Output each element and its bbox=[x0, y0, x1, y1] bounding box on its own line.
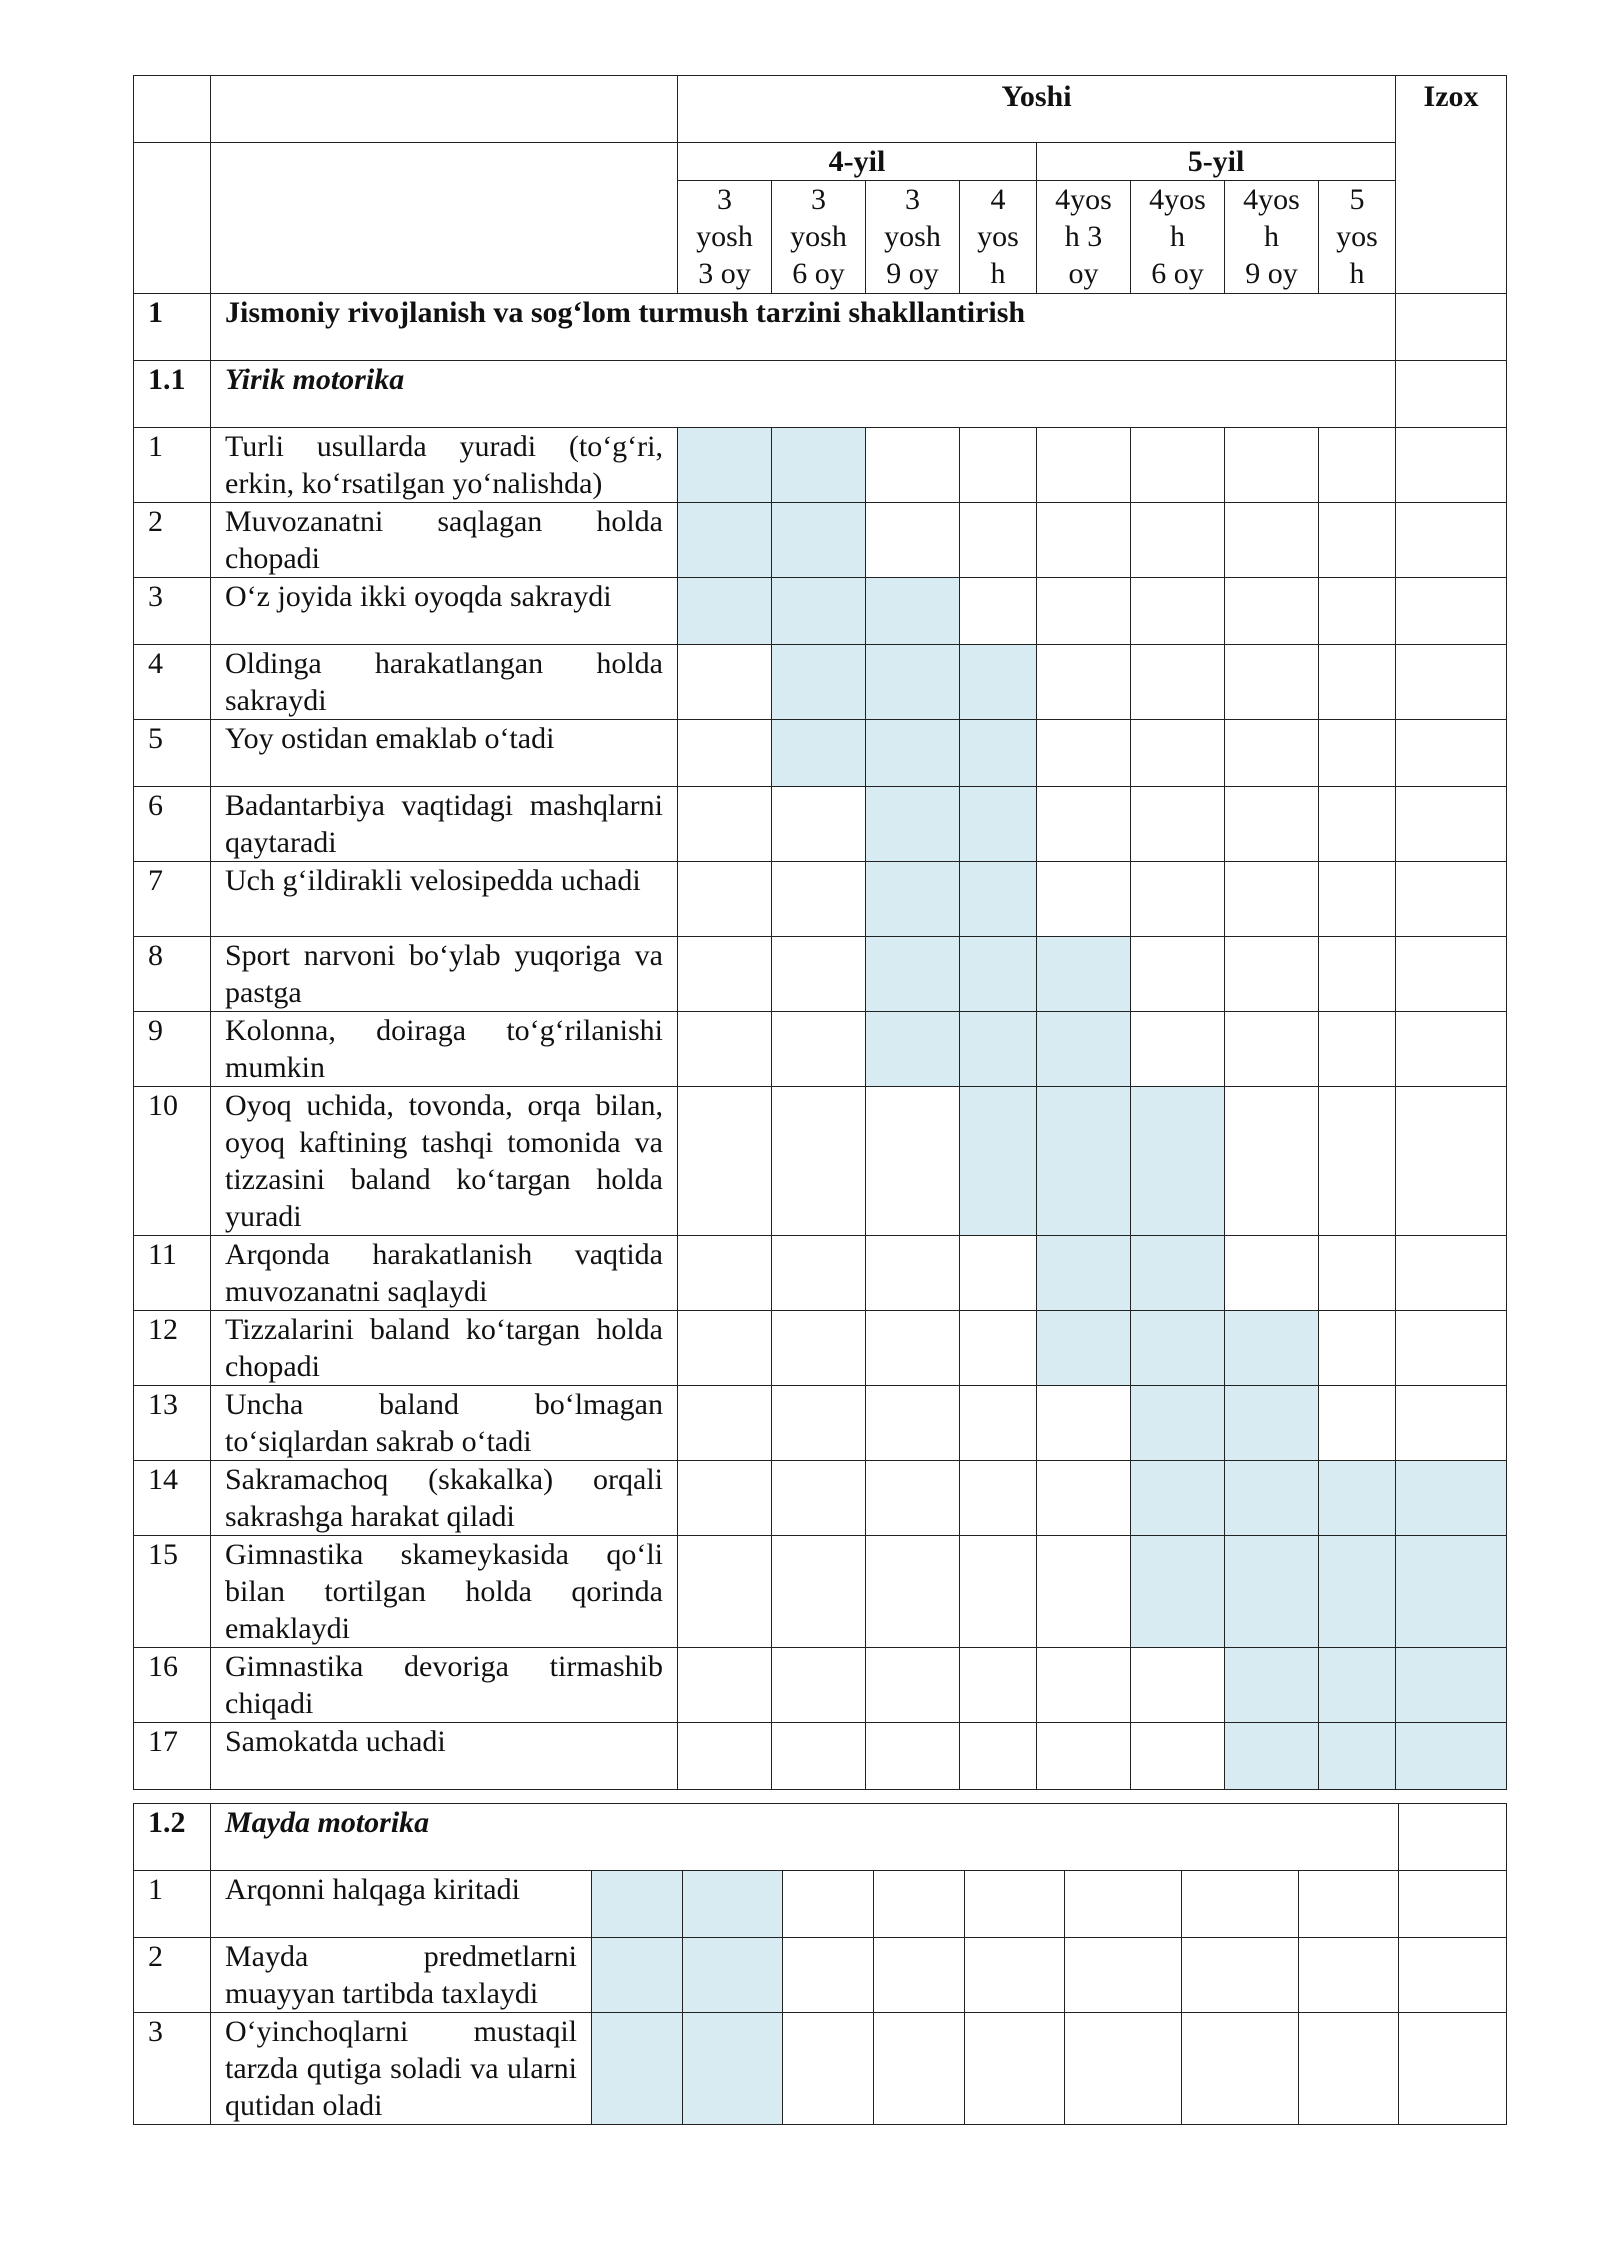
age-cell-marked bbox=[1225, 1386, 1319, 1461]
age-cell bbox=[772, 1087, 866, 1236]
age-cell-marked bbox=[1225, 1648, 1319, 1723]
age-cell bbox=[1065, 1871, 1182, 1938]
age-column-header bbox=[678, 181, 772, 294]
age-cell bbox=[1225, 787, 1319, 862]
row-number: 5 bbox=[134, 720, 211, 787]
age-cell bbox=[1037, 1461, 1131, 1536]
skill-description: O‘z joyida ikki oyoqda sakraydi bbox=[211, 578, 678, 645]
age-cell bbox=[772, 787, 866, 862]
age-cell bbox=[678, 1012, 772, 1087]
table-row bbox=[134, 1723, 1507, 1790]
age-column-line: yos bbox=[977, 220, 1019, 253]
age-column-line: yosh bbox=[790, 220, 847, 253]
age-cell-marked bbox=[683, 2013, 783, 2125]
skill-description: Kolonna, doiraga to‘g‘rilanishi mumkin bbox=[211, 1012, 678, 1087]
age-cell-marked bbox=[866, 645, 960, 720]
table-row bbox=[134, 862, 1507, 937]
age-cell bbox=[783, 2013, 874, 2125]
age-cell-marked bbox=[960, 937, 1037, 1012]
age-cell bbox=[678, 720, 772, 787]
age-cell-marked bbox=[1131, 1536, 1225, 1648]
note-cell bbox=[1399, 2013, 1507, 2125]
table-row bbox=[134, 787, 1507, 862]
age-cell bbox=[960, 1536, 1037, 1648]
age-cell-marked bbox=[866, 720, 960, 787]
note-cell bbox=[1396, 1386, 1507, 1461]
age-column-line: 6 oy bbox=[792, 257, 845, 290]
section-row bbox=[134, 294, 1507, 361]
age-column-line: 3 oy bbox=[698, 257, 751, 290]
age-cell-marked bbox=[772, 645, 866, 720]
row-number: 7 bbox=[134, 862, 211, 937]
subsection-title: Yirik motorika bbox=[211, 361, 1396, 428]
age-column-line: 4 bbox=[990, 183, 1006, 216]
age-cell bbox=[1131, 645, 1225, 720]
age-cell bbox=[960, 1236, 1037, 1311]
age-cell bbox=[866, 1087, 960, 1236]
age-cell bbox=[678, 1461, 772, 1536]
age-cell bbox=[960, 1648, 1037, 1723]
age-column-line: 9 oy bbox=[1245, 257, 1298, 290]
age-cell-marked bbox=[960, 1012, 1037, 1087]
age-column-line: 4yos bbox=[1149, 183, 1206, 216]
table-row bbox=[134, 1938, 1507, 2013]
age-cell bbox=[678, 1087, 772, 1236]
age-cell bbox=[772, 1236, 866, 1311]
note-cell bbox=[1396, 1087, 1507, 1236]
age-column-line: 3 bbox=[905, 183, 920, 216]
age-cell bbox=[1131, 578, 1225, 645]
age-cell-marked bbox=[772, 720, 866, 787]
age-column-line: 9 oy bbox=[886, 257, 939, 290]
table-row bbox=[134, 1386, 1507, 1461]
age-column-header bbox=[1319, 181, 1396, 294]
age-cell bbox=[1225, 428, 1319, 503]
age-cell-marked bbox=[1037, 1236, 1131, 1311]
skill-description: Muvozanatni saqlagan holda chopadi bbox=[211, 503, 678, 578]
row-number: 1 bbox=[134, 1871, 211, 1938]
year-4-header: 4-yil bbox=[678, 143, 1037, 181]
subsection-number: 1.1 bbox=[134, 361, 211, 428]
age-column-header bbox=[1225, 181, 1319, 294]
age-cell-marked bbox=[866, 578, 960, 645]
age-cell bbox=[960, 1311, 1037, 1386]
age-column-line: yos bbox=[1336, 220, 1378, 253]
age-cell-marked bbox=[1225, 1536, 1319, 1648]
age-cell bbox=[960, 503, 1037, 578]
subsection-number: 1.2 bbox=[134, 1804, 211, 1871]
age-cell bbox=[1319, 503, 1396, 578]
age-cell bbox=[678, 1536, 772, 1648]
note-cell bbox=[1396, 1461, 1507, 1536]
age-cell bbox=[866, 1386, 960, 1461]
table-row bbox=[134, 1648, 1507, 1723]
age-cell bbox=[1319, 862, 1396, 937]
age-cell bbox=[1037, 645, 1131, 720]
age-cell bbox=[1299, 2013, 1399, 2125]
age-cell-marked bbox=[678, 428, 772, 503]
age-cell bbox=[772, 1536, 866, 1648]
age-cell bbox=[1182, 1938, 1299, 2013]
age-cell bbox=[1037, 1536, 1131, 1648]
age-cell bbox=[678, 1648, 772, 1723]
skill-description: Oldinga harakatlangan holda sakraydi bbox=[211, 645, 678, 720]
age-header: Yoshi bbox=[678, 76, 1396, 143]
row-number: 3 bbox=[134, 2013, 211, 2125]
age-cell bbox=[960, 1723, 1037, 1790]
age-cell-marked bbox=[1131, 1236, 1225, 1311]
age-column-line: h bbox=[1349, 257, 1365, 290]
age-column-line: 3 bbox=[717, 183, 732, 216]
note-cell bbox=[1396, 1723, 1507, 1790]
row-number: 2 bbox=[134, 503, 211, 578]
subsection-row bbox=[134, 1804, 1507, 1871]
note-cell bbox=[1396, 1236, 1507, 1311]
age-cell bbox=[772, 1386, 866, 1461]
age-cell bbox=[772, 862, 866, 937]
note-cell bbox=[1396, 503, 1507, 578]
age-cell-marked bbox=[683, 1871, 783, 1938]
age-cell bbox=[678, 787, 772, 862]
skill-description: Turli usullarda yuradi (to‘g‘ri, erkin, ko‘rsatilgan yo‘nalishda) bbox=[211, 428, 678, 503]
age-cell bbox=[1037, 787, 1131, 862]
table-row bbox=[134, 645, 1507, 720]
age-cell bbox=[1319, 1012, 1396, 1087]
table-row bbox=[134, 1871, 1507, 1938]
note-cell bbox=[1396, 1648, 1507, 1723]
age-cell bbox=[1131, 1012, 1225, 1087]
age-column-line: 4yos bbox=[1055, 183, 1112, 216]
age-cell bbox=[866, 1236, 960, 1311]
year-5-header: 5-yil bbox=[1037, 143, 1396, 181]
age-cell bbox=[866, 1648, 960, 1723]
age-cell bbox=[1182, 1871, 1299, 1938]
age-cell bbox=[1319, 578, 1396, 645]
age-cell bbox=[965, 2013, 1065, 2125]
age-cell-marked bbox=[960, 862, 1037, 937]
age-cell bbox=[1065, 2013, 1182, 2125]
table-row bbox=[134, 1012, 1507, 1087]
age-cell-marked bbox=[1319, 1461, 1396, 1536]
skill-description: Yoy ostidan emaklab o‘tadi bbox=[211, 720, 678, 787]
row-number: 6 bbox=[134, 787, 211, 862]
age-cell bbox=[960, 1386, 1037, 1461]
age-cell-marked bbox=[866, 1012, 960, 1087]
age-cell bbox=[783, 1938, 874, 2013]
skill-description: Sakramachoq (skakalka) orqali sakrashga harakat qiladi bbox=[211, 1461, 678, 1536]
age-column-header bbox=[1037, 181, 1131, 294]
subsection-title: Mayda motorika bbox=[211, 1804, 1399, 1871]
age-cell bbox=[772, 937, 866, 1012]
table-row bbox=[134, 1536, 1507, 1648]
age-cell bbox=[1131, 787, 1225, 862]
age-cell-marked bbox=[960, 1087, 1037, 1236]
age-cell-marked bbox=[592, 1938, 683, 2013]
row-number: 8 bbox=[134, 937, 211, 1012]
age-column-line: h 3 bbox=[1064, 220, 1103, 253]
note-cell bbox=[1396, 1536, 1507, 1648]
age-column-line: yosh bbox=[884, 220, 941, 253]
age-cell bbox=[1225, 1236, 1319, 1311]
age-cell-marked bbox=[1319, 1648, 1396, 1723]
age-cell bbox=[1065, 1938, 1182, 2013]
age-cell bbox=[678, 1723, 772, 1790]
age-cell bbox=[965, 1938, 1065, 2013]
skill-description: Arqonda harakatlanish vaqtida muvozanatni saqlaydi bbox=[211, 1236, 678, 1311]
fine-motor-table bbox=[133, 1803, 1507, 2125]
row-number: 12 bbox=[134, 1311, 211, 1386]
age-cell bbox=[772, 1461, 866, 1536]
age-cell bbox=[1319, 1311, 1396, 1386]
skill-description: Sport narvoni bo‘ylab yuqoriga va pastga bbox=[211, 937, 678, 1012]
row-number: 14 bbox=[134, 1461, 211, 1536]
section-title: Jismoniy rivojlanish va sog‘lom turmush tarzini shakllantirish bbox=[211, 294, 1396, 361]
skill-description: Oyoq uchida, tovonda, orqa bilan, oyoq kaftining tashqi tomonida va tizzasini baland ko‘targan holda yuradi bbox=[211, 1087, 678, 1236]
age-cell bbox=[1131, 503, 1225, 578]
age-cell bbox=[1225, 503, 1319, 578]
age-cell-marked bbox=[592, 2013, 683, 2125]
age-column-header bbox=[772, 181, 866, 294]
age-cell-marked bbox=[1131, 1311, 1225, 1386]
age-cell bbox=[1225, 862, 1319, 937]
age-cell bbox=[1319, 1087, 1396, 1236]
age-cell bbox=[1319, 787, 1396, 862]
table-row bbox=[134, 2013, 1507, 2125]
age-cell-marked bbox=[772, 428, 866, 503]
age-cell-marked bbox=[1037, 1087, 1131, 1236]
note-cell bbox=[1399, 1938, 1507, 2013]
age-cell-marked bbox=[1037, 937, 1131, 1012]
age-cell bbox=[1131, 1648, 1225, 1723]
age-cell bbox=[1037, 1386, 1131, 1461]
age-cell bbox=[1131, 720, 1225, 787]
age-cell bbox=[783, 1871, 874, 1938]
row-number: 15 bbox=[134, 1536, 211, 1648]
age-column-line: 6 oy bbox=[1151, 257, 1204, 290]
age-cell bbox=[1225, 645, 1319, 720]
age-cell bbox=[866, 1723, 960, 1790]
age-cell bbox=[678, 645, 772, 720]
row-number: 16 bbox=[134, 1648, 211, 1723]
age-cell-marked bbox=[1131, 1461, 1225, 1536]
age-cell bbox=[1319, 645, 1396, 720]
age-cell-marked bbox=[866, 937, 960, 1012]
age-column-header bbox=[960, 181, 1037, 294]
age-column-line: yosh bbox=[696, 220, 753, 253]
age-cell bbox=[1131, 937, 1225, 1012]
age-cell-marked bbox=[772, 578, 866, 645]
table-row bbox=[134, 428, 1507, 503]
age-cell bbox=[1319, 720, 1396, 787]
age-cell-marked bbox=[960, 645, 1037, 720]
age-cell bbox=[866, 428, 960, 503]
age-cell-marked bbox=[866, 787, 960, 862]
age-cell bbox=[960, 428, 1037, 503]
table-row bbox=[134, 1236, 1507, 1311]
row-number: 4 bbox=[134, 645, 211, 720]
row-number: 9 bbox=[134, 1012, 211, 1087]
table-row bbox=[134, 503, 1507, 578]
row-number: 2 bbox=[134, 1938, 211, 2013]
age-cell bbox=[960, 1461, 1037, 1536]
age-column-line: 3 bbox=[811, 183, 826, 216]
table-row bbox=[134, 1311, 1507, 1386]
age-cell bbox=[1037, 503, 1131, 578]
row-number: 11 bbox=[134, 1236, 211, 1311]
skill-description: Badantarbiya vaqtidagi mashqlarni qaytaradi bbox=[211, 787, 678, 862]
note-cell bbox=[1396, 1311, 1507, 1386]
age-cell bbox=[1037, 1648, 1131, 1723]
age-cell-marked bbox=[678, 578, 772, 645]
row-number: 3 bbox=[134, 578, 211, 645]
note-cell bbox=[1396, 720, 1507, 787]
skill-description: Tizzalarini baland ko‘targan holda chopadi bbox=[211, 1311, 678, 1386]
age-cell bbox=[1319, 937, 1396, 1012]
skill-description: Uch g‘ildirakli velosipedda uchadi bbox=[211, 862, 678, 937]
note-cell bbox=[1396, 937, 1507, 1012]
age-cell bbox=[1225, 1012, 1319, 1087]
age-cell-marked bbox=[1131, 1087, 1225, 1236]
age-cell bbox=[1299, 1871, 1399, 1938]
note-cell bbox=[1396, 645, 1507, 720]
age-cell bbox=[866, 503, 960, 578]
row-number: 13 bbox=[134, 1386, 211, 1461]
note-cell bbox=[1396, 1012, 1507, 1087]
age-cell bbox=[1319, 1236, 1396, 1311]
table-row bbox=[134, 1087, 1507, 1236]
note-cell bbox=[1396, 787, 1507, 862]
age-cell bbox=[772, 1311, 866, 1386]
age-cell bbox=[866, 1536, 960, 1648]
age-cell bbox=[866, 1311, 960, 1386]
age-cell bbox=[874, 1871, 965, 1938]
age-cell-marked bbox=[1037, 1311, 1131, 1386]
table-row bbox=[134, 720, 1507, 787]
age-cell bbox=[1131, 1723, 1225, 1790]
age-cell bbox=[1131, 428, 1225, 503]
age-cell bbox=[772, 1723, 866, 1790]
age-cell bbox=[1037, 428, 1131, 503]
age-cell bbox=[678, 862, 772, 937]
age-cell bbox=[1037, 578, 1131, 645]
table-row bbox=[134, 578, 1507, 645]
age-column-line: h bbox=[990, 257, 1006, 290]
age-cell bbox=[1225, 1087, 1319, 1236]
header-row-years bbox=[134, 143, 1507, 181]
row-number: 17 bbox=[134, 1723, 211, 1790]
age-cell bbox=[1182, 2013, 1299, 2125]
age-cell bbox=[1037, 720, 1131, 787]
age-column-header bbox=[866, 181, 960, 294]
age-cell-marked bbox=[1225, 1723, 1319, 1790]
age-cell bbox=[678, 1236, 772, 1311]
age-cell bbox=[1319, 428, 1396, 503]
skill-description: Mayda predmetlarni muayyan tartibda taxlaydi bbox=[211, 1938, 592, 2013]
row-number: 1 bbox=[134, 428, 211, 503]
header-row-top bbox=[134, 76, 1507, 143]
age-cell bbox=[874, 1938, 965, 2013]
age-cell bbox=[1225, 937, 1319, 1012]
skill-description: O‘yinchoqlarni mustaqil tarzda qutiga soladi va ularni qutidan oladi bbox=[211, 2013, 592, 2125]
age-cell bbox=[874, 2013, 965, 2125]
age-cell-marked bbox=[960, 720, 1037, 787]
table-row bbox=[134, 937, 1507, 1012]
age-cell bbox=[772, 1648, 866, 1723]
age-cell bbox=[678, 1386, 772, 1461]
age-column-line: oy bbox=[1068, 257, 1099, 290]
skill-description: Arqonni halqaga kiritadi bbox=[211, 1871, 592, 1938]
skill-description: Gimnastika devoriga tirmashib chiqadi bbox=[211, 1648, 678, 1723]
age-column-line: h bbox=[1170, 220, 1185, 253]
age-cell bbox=[1037, 862, 1131, 937]
subsection-row bbox=[134, 361, 1507, 428]
note-cell bbox=[1396, 428, 1507, 503]
age-column-line: h bbox=[1264, 220, 1279, 253]
age-column-line: 4yos bbox=[1243, 183, 1300, 216]
age-cell bbox=[1225, 720, 1319, 787]
age-cell bbox=[1299, 1938, 1399, 2013]
age-cell-marked bbox=[683, 1938, 783, 2013]
age-column-line: 5 bbox=[1349, 183, 1365, 216]
age-cell-marked bbox=[1225, 1461, 1319, 1536]
age-cell-marked bbox=[1037, 1012, 1131, 1087]
note-cell bbox=[1396, 578, 1507, 645]
age-cell bbox=[960, 578, 1037, 645]
age-cell-marked bbox=[960, 787, 1037, 862]
age-cell bbox=[965, 1871, 1065, 1938]
age-cell bbox=[1131, 862, 1225, 937]
age-cell-marked bbox=[1225, 1311, 1319, 1386]
skill-description: Samokatda uchadi bbox=[211, 1723, 678, 1790]
development-table bbox=[133, 75, 1507, 1790]
skill-description: Gimnastika skameykasida qo‘li bilan tortilgan holda qorinda emaklaydi bbox=[211, 1536, 678, 1648]
age-cell-marked bbox=[592, 1871, 683, 1938]
age-cell bbox=[1225, 578, 1319, 645]
age-cell bbox=[678, 1311, 772, 1386]
note-cell bbox=[1396, 862, 1507, 937]
note-cell bbox=[1399, 1871, 1507, 1938]
age-cell-marked bbox=[1319, 1536, 1396, 1648]
age-cell bbox=[1319, 1386, 1396, 1461]
row-number: 10 bbox=[134, 1087, 211, 1236]
age-column-header bbox=[1131, 181, 1225, 294]
age-cell-marked bbox=[1319, 1723, 1396, 1790]
age-cell-marked bbox=[772, 503, 866, 578]
age-cell bbox=[772, 1012, 866, 1087]
note-header: Izox bbox=[1396, 76, 1507, 294]
section-number: 1 bbox=[134, 294, 211, 361]
skill-description: Uncha baland bo‘lmagan to‘siqlardan sakrab o‘tadi bbox=[211, 1386, 678, 1461]
table-row bbox=[134, 1461, 1507, 1536]
age-cell bbox=[1037, 1723, 1131, 1790]
age-cell-marked bbox=[678, 503, 772, 578]
age-cell bbox=[678, 937, 772, 1012]
age-cell-marked bbox=[1131, 1386, 1225, 1461]
age-cell-marked bbox=[866, 862, 960, 937]
age-cell bbox=[866, 1461, 960, 1536]
